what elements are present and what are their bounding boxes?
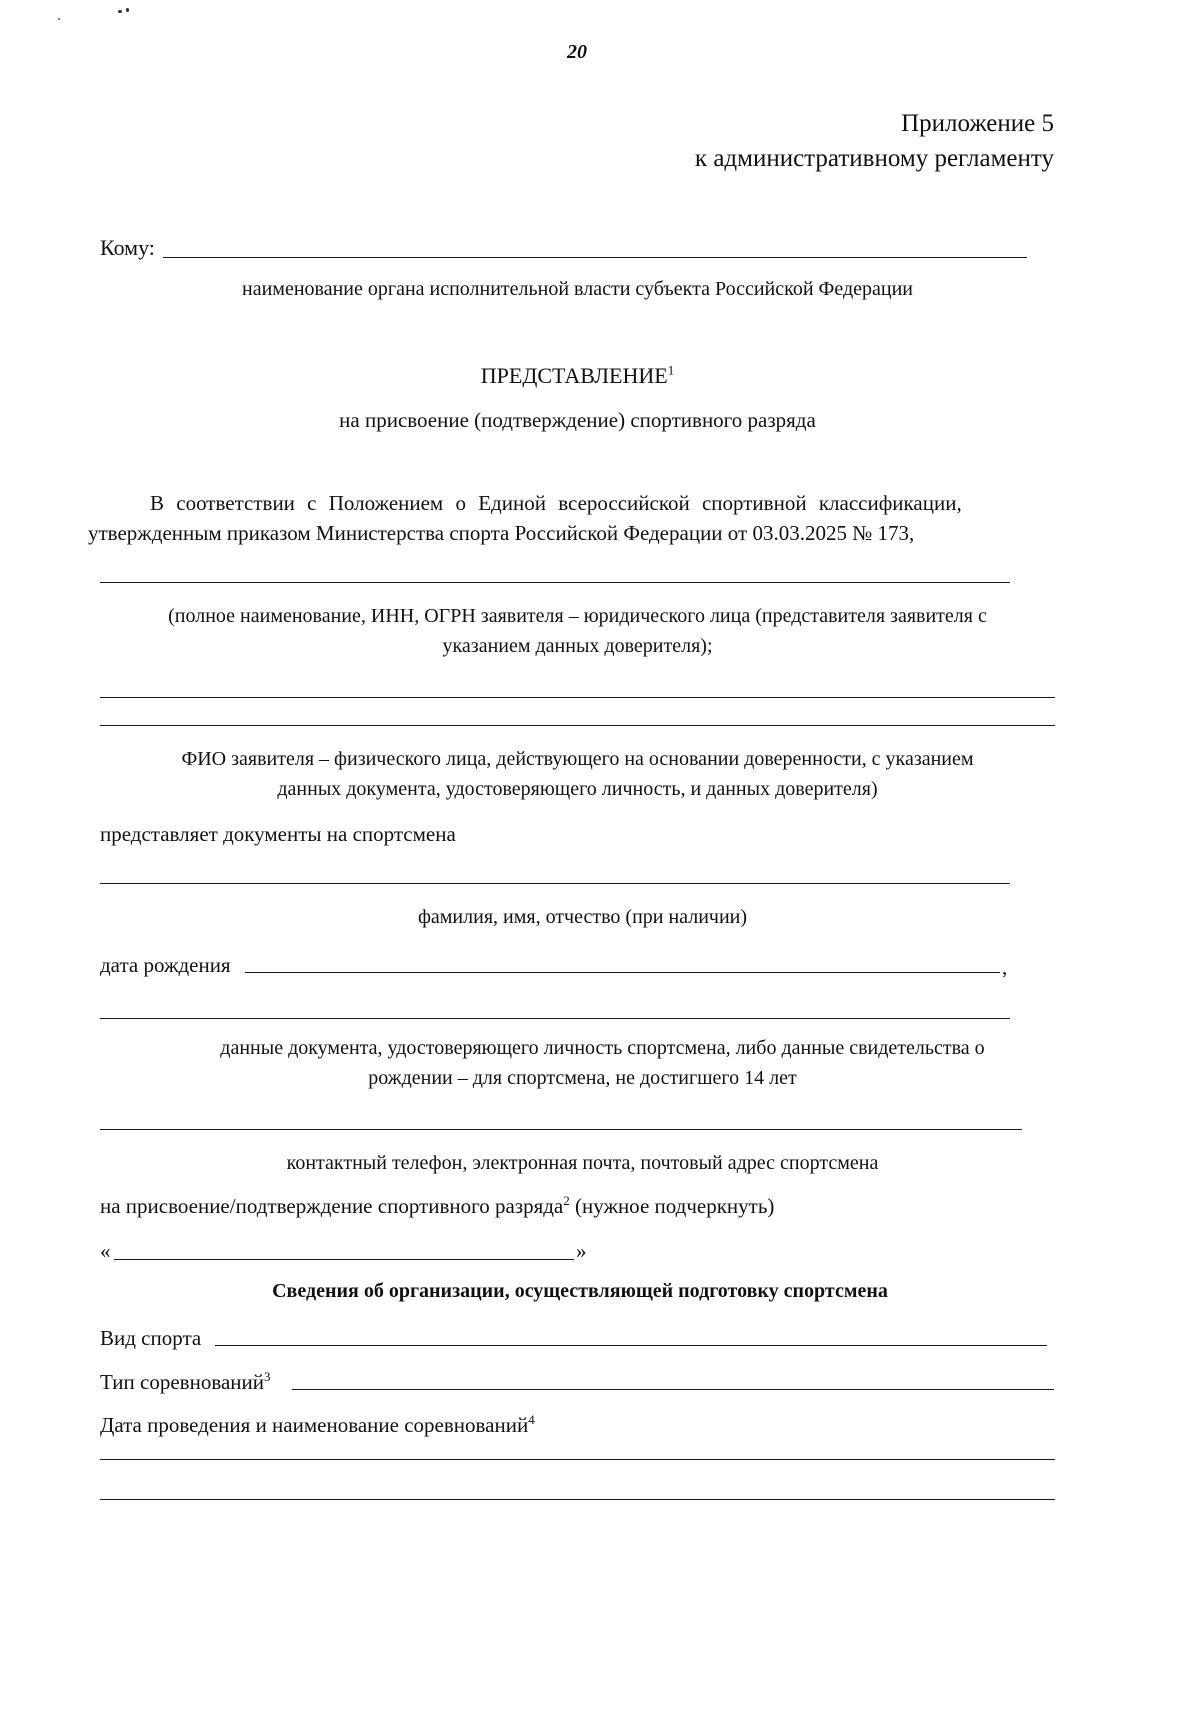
rank-text	[100, 1193, 774, 1219]
document-title-text: ПРЕДСТАВЛЕНИЕ	[480, 363, 668, 388]
appendix-number: Приложение 5	[901, 110, 1054, 137]
birth-date-line	[245, 972, 1000, 973]
intro-line-1: В соответствии с Положением о Единой всероссийской спортивной классификации,	[150, 491, 962, 515]
scan-speck	[126, 8, 129, 12]
contacts-line	[100, 1129, 1022, 1130]
applicant-person-line-2	[100, 725, 1055, 726]
document-title	[0, 362, 1155, 390]
id-document-line	[100, 1018, 1010, 1019]
to-field-line	[163, 257, 1027, 258]
rank-close-quote: »	[576, 1239, 587, 1263]
applicant-person-line-1	[100, 697, 1055, 698]
id-document-caption-1: данные документа, удостоверяющего личность спортсмена, либо данные свидетельства о	[220, 1037, 985, 1059]
competition-date-text: Дата проведения и наименование соревнований	[100, 1413, 529, 1437]
rank-text-after: (нужное подчеркнуть)	[569, 1194, 775, 1218]
presents-text: представляет документы на спортсмена	[100, 822, 456, 846]
rank-field-line	[114, 1259, 574, 1260]
rank-text-before: на присвоение/подтверждение спортивного разряда	[100, 1194, 564, 1218]
contacts-caption: контактный телефон, электронная почта, почтовый адрес спортсмена	[286, 1152, 879, 1174]
competition-date-line-2	[100, 1499, 1055, 1500]
footnote-ref-3: 3	[264, 1369, 271, 1384]
competition-type-label	[100, 1369, 271, 1395]
page-number: 20	[567, 41, 587, 63]
birth-date-comma: ,	[1002, 955, 1008, 979]
to-label: Кому:	[100, 235, 155, 260]
to-caption: наименование органа исполнительной власти субъекта Российской Федерации	[242, 278, 913, 300]
applicant-person-caption-1: ФИО заявителя – физического лица, действующего на основании доверенности, с указанием	[181, 748, 974, 770]
competition-type-text: Тип соревнований	[100, 1370, 265, 1394]
competition-date-label	[100, 1412, 535, 1438]
id-document-caption-2: рождении – для спортсмена, не достигшего 14 лет	[368, 1067, 797, 1089]
sport-field-line	[215, 1345, 1047, 1346]
applicant-legal-line	[100, 582, 1010, 583]
applicant-legal-caption-1: (полное наименование, ИНН, ОГРН заявителя – юридического лица (представителя заявителя с	[168, 605, 987, 627]
rank-open-quote: «	[100, 1239, 111, 1263]
appendix-reference: к административному регламенту	[694, 145, 1054, 172]
applicant-person-caption-2: данных документа, удостоверяющего личность, и данных доверителя)	[277, 778, 878, 800]
scan-speck	[58, 18, 60, 20]
scan-speck	[118, 10, 122, 13]
birth-date-label: дата рождения	[100, 953, 231, 977]
document-subtitle: на присвоение (подтверждение) спортивного разряда	[339, 408, 816, 432]
competition-type-field-line	[292, 1389, 1054, 1390]
athlete-name-line	[100, 883, 1010, 884]
footnote-ref-2: 2	[563, 1193, 570, 1208]
footnote-ref-4: 4	[528, 1412, 535, 1427]
org-section-heading: Сведения об организации, осуществляющей подготовку спортсмена	[272, 1280, 888, 1302]
footnote-ref-1: 1	[667, 362, 675, 378]
competition-date-line-1	[100, 1459, 1055, 1460]
applicant-legal-caption-2: указанием данных доверителя);	[442, 635, 713, 657]
intro-line-2: утвержденным приказом Министерства спорта Российской Федерации от 03.03.2025 № 173,	[88, 521, 915, 545]
athlete-name-caption: фамилия, имя, отчество (при наличии)	[417, 906, 748, 928]
sport-label: Вид спорта	[100, 1326, 202, 1350]
